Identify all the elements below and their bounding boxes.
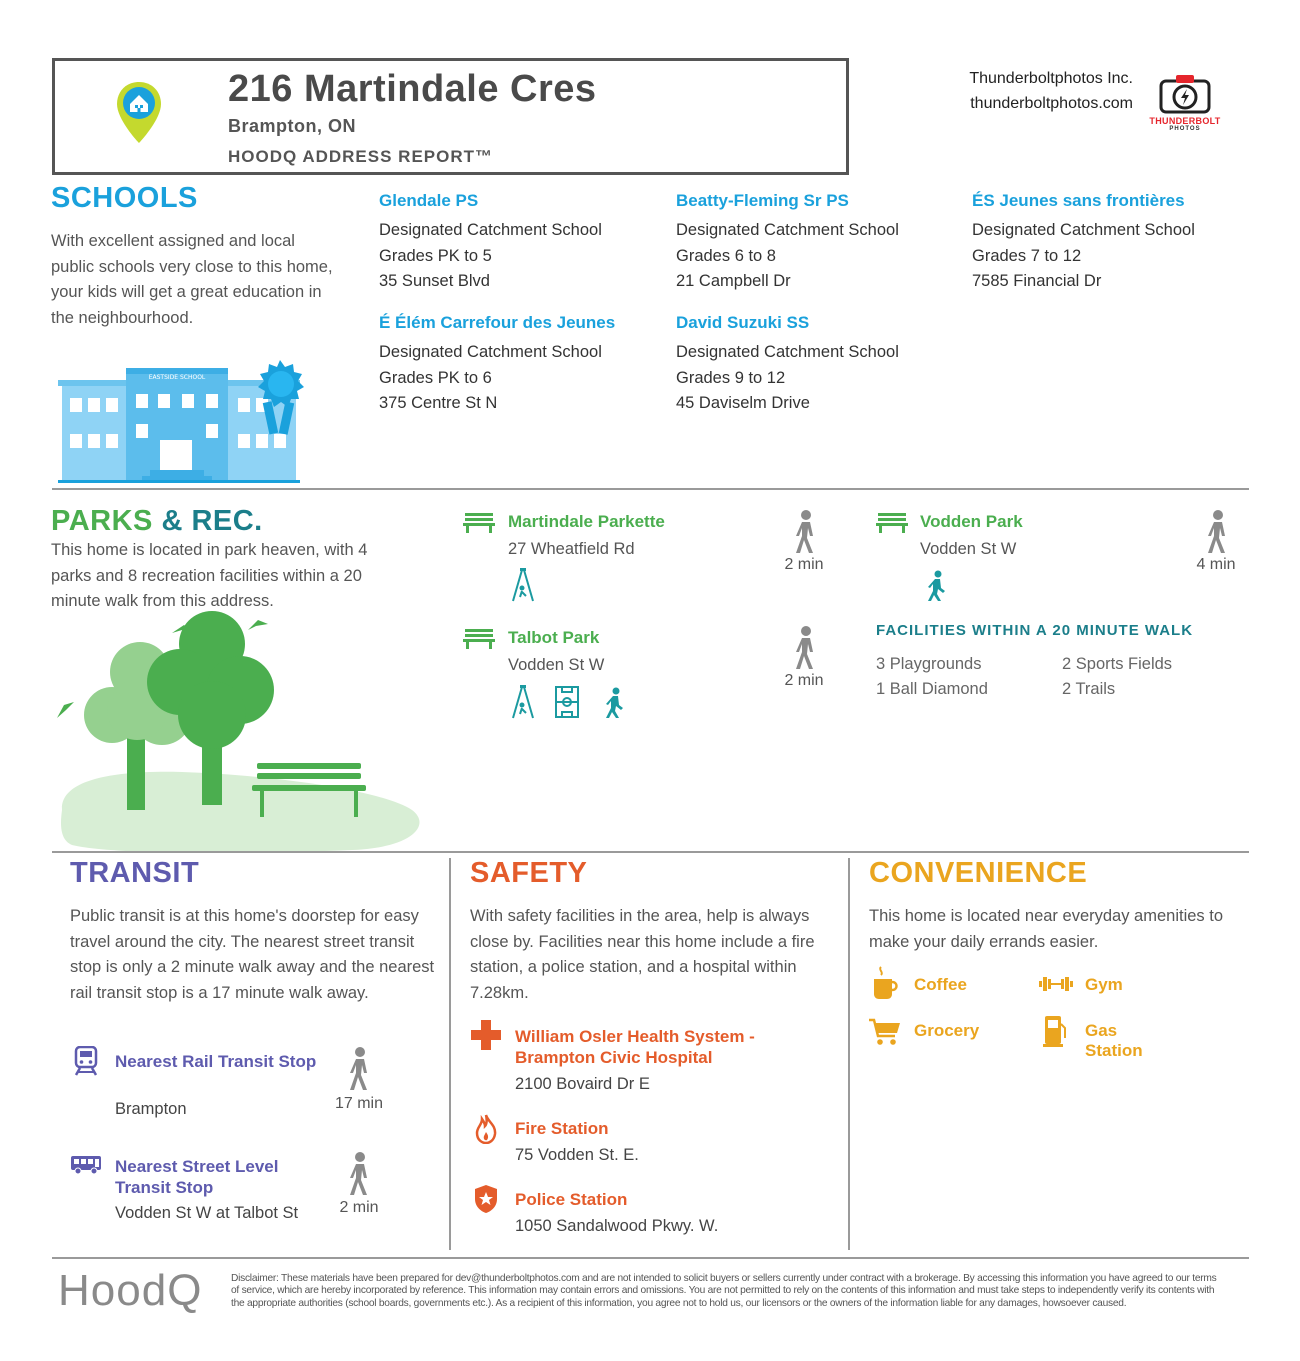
- parks-title-rest: & REC.: [161, 505, 263, 537]
- convenience-title: CONVENIENCE: [869, 857, 1088, 889]
- gas-station-label[interactable]: Gas Station: [1085, 1021, 1143, 1060]
- school-type: Designated Catchment School: [676, 343, 899, 361]
- school-card: [676, 313, 956, 417]
- trail-hiker-icon: [926, 570, 946, 602]
- disclaimer-line: the appropriate authorities (school boards, governments etc.). As a recipient of this information, you agree not to hold us, our licensors or the owners of the information liable for any damages, howsoever caused.: [231, 1297, 1127, 1309]
- playground-icon: [510, 568, 536, 602]
- coffee-label[interactable]: Coffee: [914, 975, 967, 994]
- walk-time: 4 min: [1196, 556, 1236, 573]
- school-grades: Grades PK to 6: [379, 368, 492, 387]
- park-bench-icon: [463, 511, 495, 533]
- park-name[interactable]: Vodden Park: [920, 512, 1023, 531]
- school-type: Designated Catchment School: [379, 343, 602, 361]
- park-bench-icon: [463, 627, 495, 649]
- school-address: 21 Campbell Dr: [676, 272, 791, 290]
- school-address: 35 Sunset Blvd: [379, 272, 490, 290]
- police-station-name[interactable]: Police Station: [515, 1190, 628, 1209]
- facilities-title: FACILITIES WITHIN A 20 MINUTE WALK: [876, 622, 1194, 639]
- column-divider: [449, 858, 451, 1250]
- walking-person-icon: [347, 1047, 373, 1091]
- school-name[interactable]: Beatty-Fleming Sr PS: [676, 191, 849, 210]
- address-city: Brampton, ON: [228, 116, 357, 136]
- park-address: Vodden St W: [508, 656, 605, 674]
- walk-time: 2 min: [784, 672, 824, 689]
- section-divider: [52, 488, 1249, 490]
- school-sign-text: EASTSIDE SCHOOL: [148, 374, 206, 381]
- hospital-address: 2100 Bovaird Dr E: [515, 1075, 650, 1093]
- hoodq-logo: HoodQ: [58, 1266, 203, 1315]
- school-address: 45 Daviselm Drive: [676, 394, 810, 412]
- coffee-cup-icon: [871, 966, 899, 1000]
- rail-train-icon: [73, 1046, 99, 1076]
- school-grades: Grades 9 to 12: [676, 368, 786, 387]
- address-title: 216 Martindale Cres: [228, 68, 597, 110]
- park-name[interactable]: Martindale Parkette: [508, 512, 665, 531]
- disclaimer-line: Disclaimer: These materials have been prepared for dev@thunderboltphotos.com and are not intended to solicit buyers or sellers currently under contract with a brokerage. By accessing this information you have agreed to our terms: [231, 1273, 1217, 1284]
- grocery-cart-icon: [869, 1018, 901, 1046]
- facility-item: 2 Sports Fields: [1062, 655, 1173, 673]
- walk-time: 17 min: [334, 1095, 384, 1112]
- school-name[interactable]: David Suzuki SS: [676, 313, 810, 332]
- gym-label[interactable]: Gym: [1085, 975, 1123, 994]
- hospital-name[interactable]: William Osler Health System - Brampton Civic Hospital: [515, 1027, 755, 1067]
- transit-title: TRANSIT: [70, 857, 200, 889]
- fire-station-name[interactable]: Fire Station: [515, 1119, 609, 1138]
- schools-description: With excellent assigned and local public schools very close to this home, your kids will get a great education in the neighbourhood.: [51, 232, 333, 327]
- parks-title: [51, 505, 263, 538]
- bus-icon: [70, 1155, 102, 1175]
- gym-dumbbell-icon: [1039, 975, 1073, 993]
- fire-flame-icon: [474, 1114, 498, 1144]
- police-badge-icon: [474, 1184, 498, 1214]
- logo-subtitle: PHOTOS: [1169, 126, 1201, 132]
- school-card: [972, 191, 1252, 295]
- company-name: Thunderboltphotos Inc.: [969, 70, 1133, 87]
- parks-description: This home is located in park heaven, with 4 parks and 8 recreation facilities within a 20 minute walk from this address.: [51, 541, 368, 610]
- company-url[interactable]: thunderboltphotos.com: [970, 95, 1133, 112]
- transit-description: Public transit is at this home's doorstep for easy travel around the city. The nearest street transit stop is only a 2 minute walk away and the nearest rail transit stop is a 17 minute walk away.: [70, 907, 435, 1002]
- company-info: [900, 66, 1133, 116]
- park-address: Vodden St W: [920, 540, 1017, 558]
- facility-item: 2 Trails: [1062, 680, 1116, 698]
- walking-person-icon: [793, 510, 819, 554]
- schools-title: SCHOOLS: [51, 182, 198, 214]
- facility-item: 1 Ball Diamond: [876, 680, 988, 698]
- park-address: 27 Wheatfield Rd: [508, 540, 635, 558]
- school-name[interactable]: Glendale PS: [379, 191, 479, 210]
- walking-person-icon: [793, 626, 819, 670]
- section-divider: [52, 1257, 1249, 1259]
- school-type: Designated Catchment School: [676, 221, 899, 239]
- safety-description: With safety facilities in the area, help is always close by. Facilities near this home include a fire station, a police station, and a hospital within 7.28km.: [470, 907, 815, 1002]
- safety-title: SAFETY: [470, 857, 588, 889]
- street-transit-label[interactable]: Nearest Street Level Transit Stop: [115, 1157, 279, 1197]
- school-address: 7585 Financial Dr: [972, 272, 1102, 290]
- parks-title-word: PARKS: [51, 505, 153, 537]
- home-location-pin-icon: [115, 80, 163, 146]
- walk-time: 2 min: [339, 1199, 379, 1216]
- rail-transit-label[interactable]: Nearest Rail Transit Stop: [115, 1052, 317, 1071]
- walking-person-icon: [1205, 510, 1231, 554]
- school-building-illustration: [58, 358, 313, 483]
- school-address: 375 Centre St N: [379, 394, 498, 412]
- report-label: HOODQ ADDRESS REPORT™: [228, 147, 494, 166]
- sports-field-icon: [555, 686, 579, 718]
- gas-station-icon: [1043, 1014, 1067, 1048]
- school-grades: Grades 7 to 12: [972, 246, 1082, 265]
- school-name[interactable]: ÉS Jeunes sans frontières: [972, 191, 1185, 210]
- school-grades: Grades PK to 5: [379, 246, 492, 265]
- trail-hiker-icon: [604, 687, 624, 719]
- disclaimer-line: of service, which are hereby incorporated by reference. This information may contain errors and omissions. You are not permitted to rely on the contents of this information and must take steps to independently verify its contents with: [231, 1285, 1215, 1297]
- school-card: [379, 313, 629, 417]
- street-transit-place: Vodden St W at Talbot St: [115, 1204, 299, 1222]
- grocery-label[interactable]: Grocery: [914, 1021, 980, 1040]
- school-grades: Grades 6 to 8: [676, 246, 776, 265]
- police-station-address: 1050 Sandalwood Pkwy. W.: [515, 1217, 719, 1235]
- column-divider: [848, 858, 850, 1250]
- school-type: Designated Catchment School: [972, 221, 1195, 239]
- camera-logo-icon: [1158, 73, 1212, 115]
- walking-person-icon: [347, 1152, 373, 1196]
- facility-item: 3 Playgrounds: [876, 655, 982, 673]
- school-type: Designated Catchment School: [379, 221, 602, 239]
- park-name[interactable]: Talbot Park: [508, 628, 600, 647]
- playground-icon: [510, 685, 536, 719]
- convenience-description: This home is located near everyday amenities to make your daily errands easier.: [869, 907, 1224, 951]
- logo-wordmark: THUNDERBOLT: [1149, 116, 1221, 126]
- hospital-cross-icon: [471, 1020, 501, 1050]
- walk-time: 2 min: [784, 556, 824, 573]
- school-name[interactable]: É Élém Carrefour des Jeunes: [379, 313, 616, 332]
- school-card: [379, 191, 659, 295]
- park-bench-icon: [876, 511, 908, 533]
- fire-station-address: 75 Vodden St. E.: [515, 1146, 639, 1164]
- park-illustration: [52, 610, 422, 855]
- rail-transit-place: Brampton: [115, 1100, 187, 1118]
- school-card: [676, 191, 956, 295]
- disclaimer: [231, 1273, 1249, 1310]
- section-divider: [52, 851, 1249, 853]
